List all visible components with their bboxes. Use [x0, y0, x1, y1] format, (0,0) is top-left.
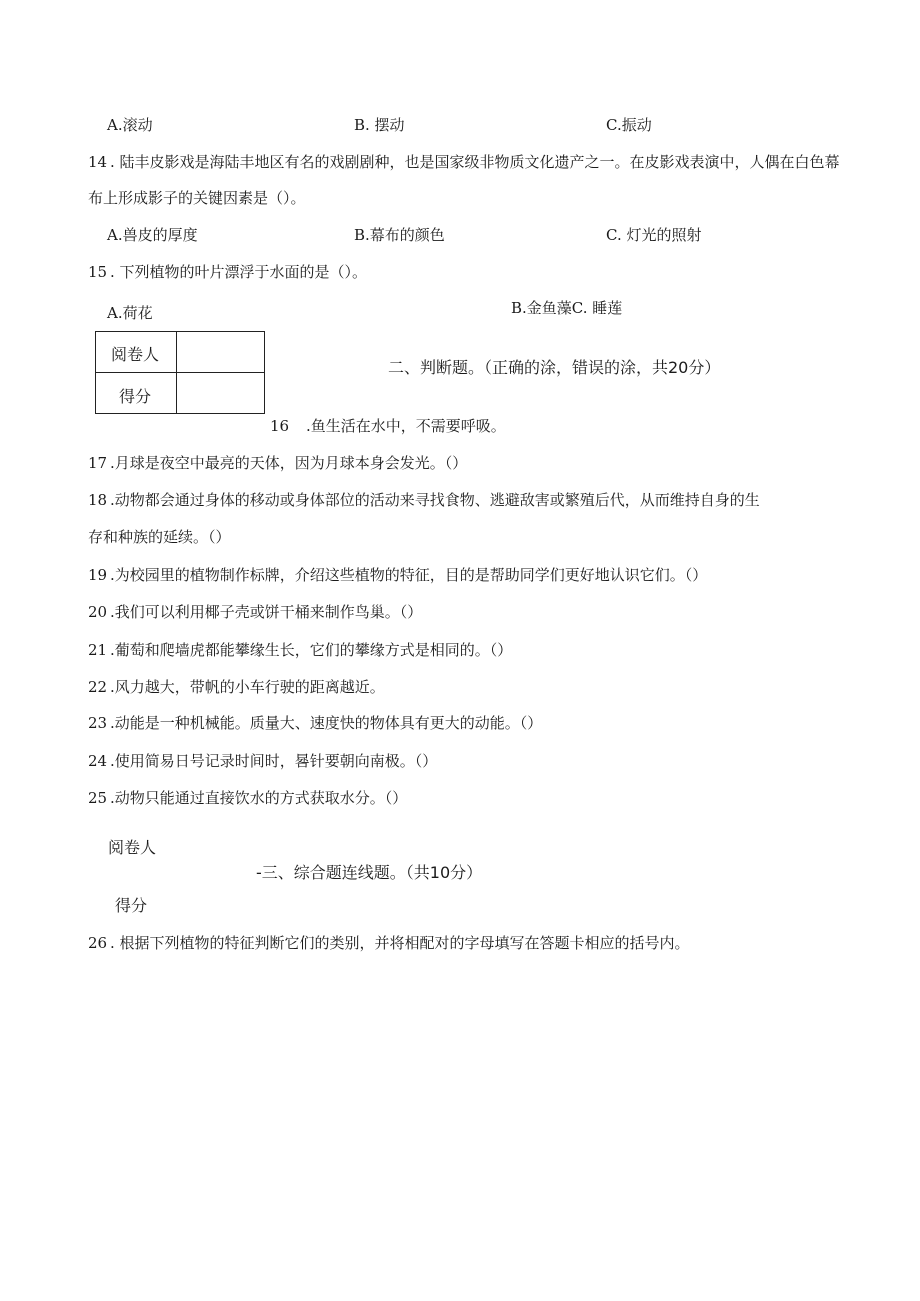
- q14-option-a: A.兽皮的厚度: [107, 226, 198, 244]
- q25-text: .动物只能通过直接饮水的方式获取水分。（）: [110, 789, 408, 807]
- section-2-title: 二、判断题。（正确的涂，错误的涂，共20分）: [388, 358, 721, 377]
- q14-option-c: C. 灯光的照射: [606, 226, 702, 244]
- q13-option-a: A.滚动: [107, 116, 153, 134]
- q19-text: .为校园里的植物制作标牌，介绍这些植物的特征，目的是帮助同学们更好地认识它们。（）: [110, 566, 708, 584]
- q14-text-line2: 布上形成影子的关键因素是（）。: [88, 189, 306, 207]
- q18-number: 18: [88, 491, 108, 509]
- q13-option-b: B. 摆动: [354, 116, 405, 134]
- score-table-col-divider: [176, 331, 177, 414]
- q17-text: .月球是夜空中最亮的天体，因为月球本身会发光。（）: [110, 454, 468, 472]
- q15-option-a: A.荷花: [107, 304, 153, 322]
- reviewer-label: 阅卷人: [111, 345, 160, 364]
- q18-text-cont: 存和种族的延续。（）: [88, 528, 231, 546]
- score-label-2: 得分: [115, 896, 148, 915]
- q17-number: 17: [88, 454, 108, 472]
- q13-option-c: C.振动: [606, 116, 652, 134]
- q24-text: .使用简易日号记录时间时，晷针要朝向南极。（）: [110, 752, 438, 770]
- q18-text: .动物都会通过身体的移动或身体部位的活动来寻找食物、逃避敌害或繁殖后代，从而维持自身的生: [110, 491, 760, 509]
- q26-text: . 根据下列植物的特征判断它们的类别，并将相配对的字母填写在答题卡相应的括号内。: [110, 934, 690, 952]
- q26-number: 26: [88, 934, 108, 952]
- score-label: 得分: [119, 387, 152, 406]
- q15-option-bc: B.金鱼藻C. 睡莲: [511, 299, 623, 317]
- q15-number: 15: [88, 263, 108, 281]
- q14-option-b: B.幕布的颜色: [354, 226, 445, 244]
- q21-text: .葡萄和爬墙虎都能攀缘生长，它们的攀缘方式是相同的。（）: [110, 641, 513, 659]
- q22-number: 22: [88, 678, 108, 696]
- q25-number: 25: [88, 789, 108, 807]
- q20-number: 20: [88, 603, 108, 621]
- q14-text-line1: . 陆丰皮影戏是海陆丰地区有名的戏剧剧种，也是国家级非物质文化遗产之一。在皮影戏表演中，人偶在白色幕: [110, 153, 840, 171]
- q20-text: .我们可以利用椰子壳或饼干桶来制作鸟巢。（）: [110, 603, 423, 621]
- score-table-row-divider: [95, 372, 265, 373]
- q14-number: 14: [88, 153, 108, 171]
- q22-text: .风力越大，带帆的小车行驶的距离越近。: [110, 678, 385, 696]
- q24-number: 24: [88, 752, 108, 770]
- section-3-title: -三、综合题连线题。（共10分）: [256, 863, 483, 882]
- q23-text: .动能是一种机械能。质量大、速度快的物体具有更大的动能。（）: [110, 714, 543, 732]
- q16-number: 16: [270, 417, 290, 435]
- q21-number: 21: [88, 641, 108, 659]
- q15-text: . 下列植物的叶片漂浮于水面的是（）。: [110, 263, 368, 281]
- q19-number: 19: [88, 566, 108, 584]
- reviewer-label-2: 阅卷人: [108, 838, 157, 857]
- q16-text: .鱼生活在水中，不需要呼吸。: [306, 417, 506, 435]
- q23-number: 23: [88, 714, 108, 732]
